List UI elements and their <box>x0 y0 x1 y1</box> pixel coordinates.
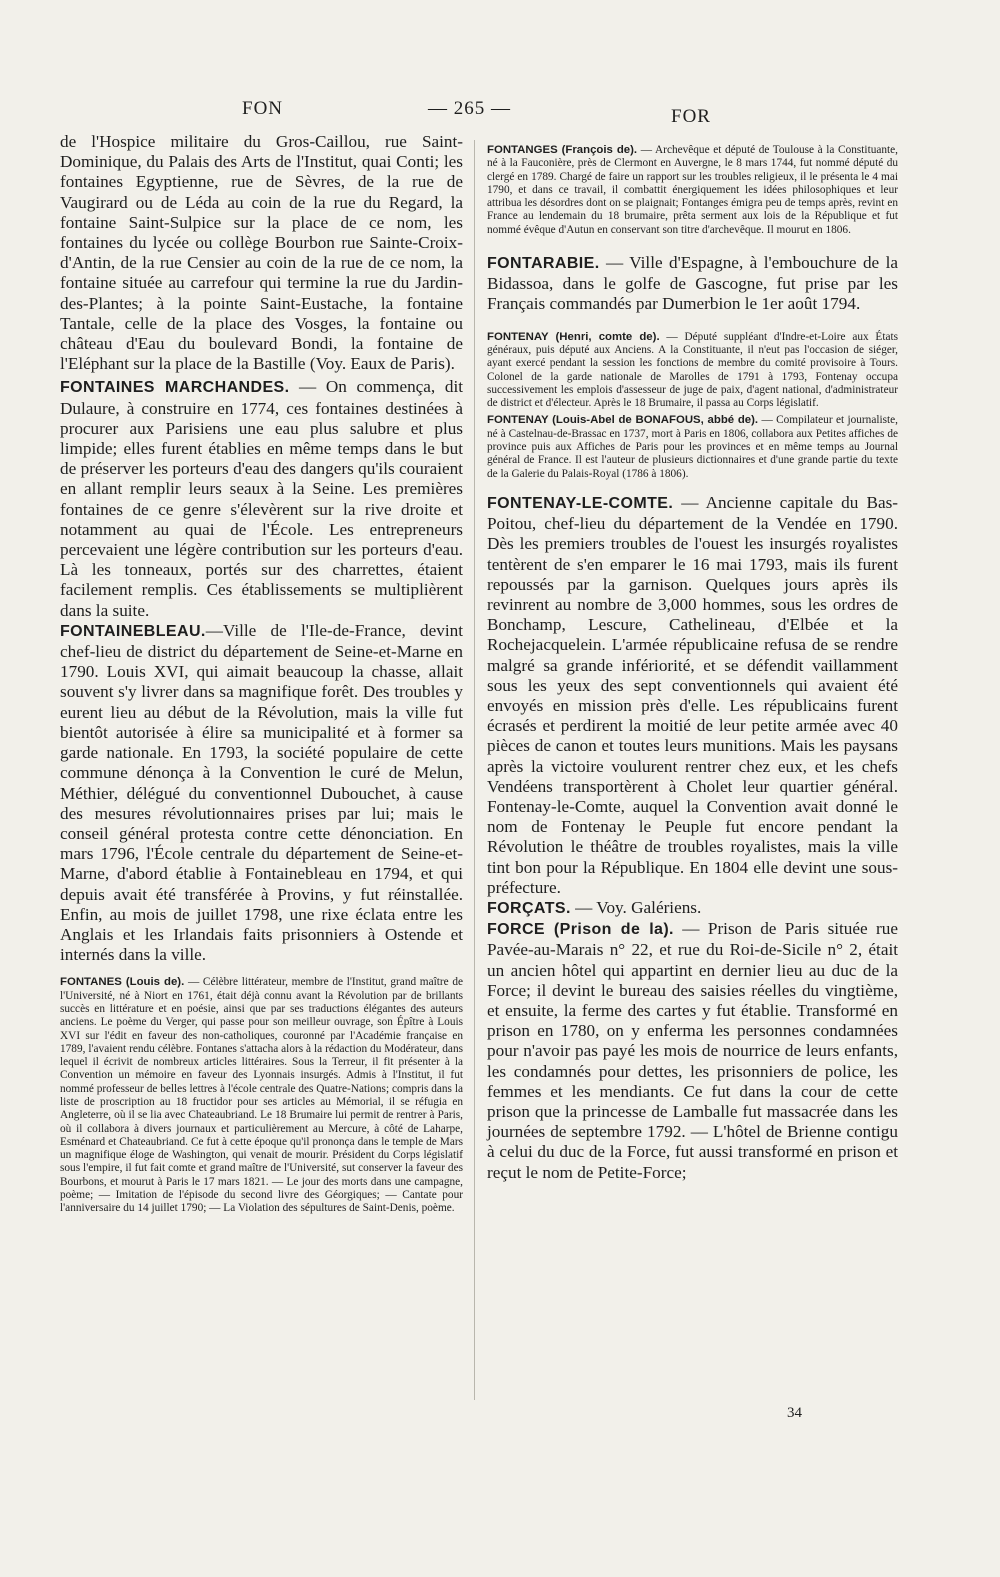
entry-force-prison <box>487 919 898 1183</box>
entry-text: — Célèbre littérateur, membre de l'Institut, grand maître de l'Université, né à Niort en 1761, était déjà connu avant la Révolution par de brillants succès en littérature et en poésie, ainsi que par ses traductions élégantes des auteurs anciens. Le poème du Verger, qui passe pour son meilleur ouvrage, son Épître à Louis XVI sur l'édit en faveur des non-catholiques, couronné par l'Académie française en 1789, l'avaient rendu célèbre. Fontanes s'attacha alors à la rédaction du Modérateur, dans lequel il écrivit de nombreux articles littéraires. Sous la Terreur, il fit présenter à la Convention un mémoire en faveur des Lyonnais insurgés. Admis à l'Institut, il fut nommé professeur de belles lettres à l'école centrale des Quatre-Nations; compris dans la liste de proscription au 18 fructidor pour ses articles au Mémorial, il se réfugia en Angleterre, où il se lia avec Chateaubriand. Le 18 Brumaire lui permit de rentrer à Paris, où il collabora à divers journaux et particulièrement au Mercure, à côté de Laharpe, Esménard et Chateaubriand. Ce fut à cette époque qu'il prononça dans le temple de Mars un magnifique éloge de Washington, qui venait de mourir. Président du Corps législatif sous l'empire, il fut fait comte et grand maître de l'Université, sut conserver la faveur des Bourbons, et mourut à Paris le 17 mars 1821. — Le jour des morts dans une campagne, poème; — Imitation de l'épisode du second livre des Géorgiques; — Cantate pour l'anniversaire du 14 juillet 1790; — La Violation des sépultures de Saint-Denis, poème. <box>60 976 463 1215</box>
entry-text: — Ancienne capitale du Bas-Poitou, chef-lieu du département de la Vendée en 1790. Dès les premiers troubles de l'ouest les insurgés royalistes tentèrent de s'en emparer le 16 mai 1793, mais ils furent repoussés par la garnison. Quelques jours après ils revinrent au nombre de 3,000 hommes, sous les ordres de Bonchamp, Lescure, Cathelineau, d'Elbée et la Rochejacquelein. L'armée républicaine refusa de se rendre malgré sa grande infériorité, et se défendit vaillamment sous les yeux des sept conventionnels qui avaient été envoyés en mission près d'elle. Les républicains furent écrasés et perdirent la moitié de leur petite armée avec 40 pièces de canon et toutes leurs munitions. Mais les paysans après la victoire voulurent rentrer chez eux, et les chefs Vendéens transportèrent à Cholet leur quartier général. Fontenay-le-Comte, auquel la Convention avait donné le nom de Fontenay le Peuple fut encore pendant la Révolution le théâtre de troubles royalistes, mais la ville tint bon pour la République. En 1804 elle devint une sous-préfecture. <box>487 492 898 897</box>
entry-headword: FORÇATS. <box>487 900 571 918</box>
entry-headword: FONTENAY (Henri, comte de). <box>487 330 660 343</box>
entry-text: — Archevêque et député de Toulouse à la Constituante, né à la Fauconière, près de Clermont en Auvergne, le 8 mars 1744, fut nommé député du clergé en 1789. Chargé de faire un rapport sur les troubles religieux, il le présenta le 4 mai 1790, et dans ce travail, il combattit énergiquement les idées philosophiques et leur attribua les désordres dont on se plaignait; Fontanges émigra peu de temps après, revint en France au lendemain du 18 brumaire, prêta serment aux lois de la République et fut nommé évêque d'Autun en conservant son titre d'archevêque. Il mourut en 1806. <box>487 144 898 236</box>
entry-fontaines-marchandes <box>60 377 463 620</box>
entry-fontanges <box>487 144 898 237</box>
header-left: FON <box>242 98 284 119</box>
entry-headword: FONTAINEBLEAU. <box>60 622 206 640</box>
entry-fontanes <box>60 976 463 1215</box>
right-column <box>487 132 898 1183</box>
entry-text: —Ville de l'Ile-de-France, devint chef-lieu de district du département de Seine-et-Marne en 1790. Louis XVI, qui aimait beaucoup la chasse, allait souvent s'y livrer dans sa magnifique forêt. Des troubles y eurent lieu au début de la Révolution, mais la ville fut bientôt autorisée à élire sa municipalité et à former sa garde nationale. En 1793, la société populaire de cette commune dénonça à la Convention le curé de Melun, Méthier, délégué du conventionnel Dubouchet, à cause des mesures révolutionnaires prises par lui; mais le conseil général protesta contre cette dénonciation. En mars 1796, l'École centrale du département de Seine-et-Marne, d'abord établie à Fontainebleau en 1794, et qui depuis avait été transférée à Provins, y fut réinstallée. Enfin, au mois de juillet 1798, une rixe éclata entre les Anglais et les Irlandais faits prisonniers à Ostende et internés dans la ville. <box>60 620 463 965</box>
entry-headword: FONTENAY-LE-COMTE. <box>487 494 674 512</box>
entry-text: — Voy. Galériens. <box>570 898 702 918</box>
entry-headword: FORCE (Prison de la). <box>487 921 674 939</box>
entry-headword: FONTENAY (Louis-Abel de BONAFOUS, abbé de). <box>487 414 759 427</box>
entry-fontainebleau <box>60 621 463 965</box>
left-column <box>60 132 463 1216</box>
page-number: — 265 — <box>428 98 511 119</box>
running-header <box>0 98 1000 132</box>
signature-mark: 34 <box>787 1405 802 1421</box>
entry-fontenay-henri <box>487 331 898 411</box>
entry-headword: FONTAINES MARCHANDES. <box>60 379 290 397</box>
entry-text: — Prison de Paris située rue Pavée-au-Marais n° 22, et rue du Roi-de-Sicile n° 2, était un ancien hôtel qui appartint en dernier lieu au duc de la Force; il devint le bureau des saisies réelles du vingtième, et ensuite, la ferme des cartes y fut établie. Transformé en prison en 1780, on y enferma les personnes condamnées pour n'avoir pas payé les mois de nourrice de leurs enfants, les condamnés pour dettes, les prisonniers de police, les femmes et les mendiants. Ce fut dans la cour de cette prison que la princesse de Lamballe fut massacrée dans les journées de septembre 1792. — L'hôtel de Brienne contigu à celui du duc de la Force, fut aussi transformé en prison et reçut le nom de Petite-Force; <box>487 919 898 1182</box>
entry-fontenay-le-comte <box>487 493 898 898</box>
entry-headword: FONTARABIE. <box>487 255 600 273</box>
entry-text: — On commença, dit Dulaure, à construire en 1774, ces fontaines destinées à procurer aux Parisiens une eau plus salubre et plus limpide; elles furent établies en même temps dans le but de préserver les porteurs d'eau des dangers qu'ils couraient en allant remplir leurs seaux à la Seine. Les premières fontaines de ce genre s'élevèrent sur la rive droite et notamment au quai de l'École. Les entrepreneurs percevaient une légère contribution sur les porteurs d'eau. Là les tonneaux, portés sur des charrettes, étaient facilement remplis. Ces établissements se multiplièrent dans la suite. <box>60 377 463 620</box>
header-right: FOR <box>671 106 711 127</box>
entry-forcats <box>487 898 898 919</box>
entry-text: — Ville d'Espagne, à l'embouchure de la Bidassoa, dans le golfe de Gascogne, fut prise par les Français commandés par Dumerbion le 1er août 1794. <box>487 253 898 314</box>
entry-text: — Député suppléant d'Indre-et-Loire aux États généraux, puis député aux Anciens. A la Constituante, il n'eut pas l'occasion de siéger, ayant exercé pendant la session les fonctions de membre du comité provisoire à Tours. Colonel de la garde nationale de Marolles de 1791 à 1793, Fontenay occupa successivement les emplois d'assesseur de juge de paix, d'agent national, d'administrateur de district et d'électeur. Après le 18 Brumaire, il passa au Corps législatif. <box>487 330 899 410</box>
entry-text: — Compilateur et journaliste, né à Castelnau-de-Brassac en 1737, mort à Paris en 1806, collabora aux Petites affiches de province puis aux Affiches de Paris pour les provinces et en même temps au Journal général de France. Il est l'auteur de plusieurs dictionnaires et d'une grande partie du texte de la Galerie du Palais-Royal (1786 à 1806). <box>487 414 898 480</box>
entry-fontaines-continued: de l'Hospice militaire du Gros-Caillou, rue Saint-Dominique, du Palais des Arts de l'Institut, quai Conti; les fontaines Egyptienne, rue de Sèvres, de la rue de Vaugirard ou de Léda au coin de la rue du Regard, la fontaine Saint-Sulpice sur la place de ce nom, les fontaines du lycée ou collège Bourbon rue Sainte-Croix-d'Antin, de la rue Censier au coin de la rue de ce nom, la fontaine située au carrefour qui termine la rue du Jardin-des-Plantes; à la pointe Saint-Eustache, la fontaine Tantale, celle de la place des Vosges, la fontaine ou château d'Eau du boulevard Bondi, la fontaine de l'Eléphant sur la place de la Bastille (Voy. Eaux de Paris). <box>60 132 463 374</box>
entry-fontarabie <box>487 253 898 315</box>
entry-headword: FONTANES (Louis de). <box>60 976 185 989</box>
column-divider <box>474 140 475 1400</box>
entry-headword: FONTANGES (François de). <box>487 144 638 156</box>
entry-fontenay-abbe <box>487 414 898 480</box>
